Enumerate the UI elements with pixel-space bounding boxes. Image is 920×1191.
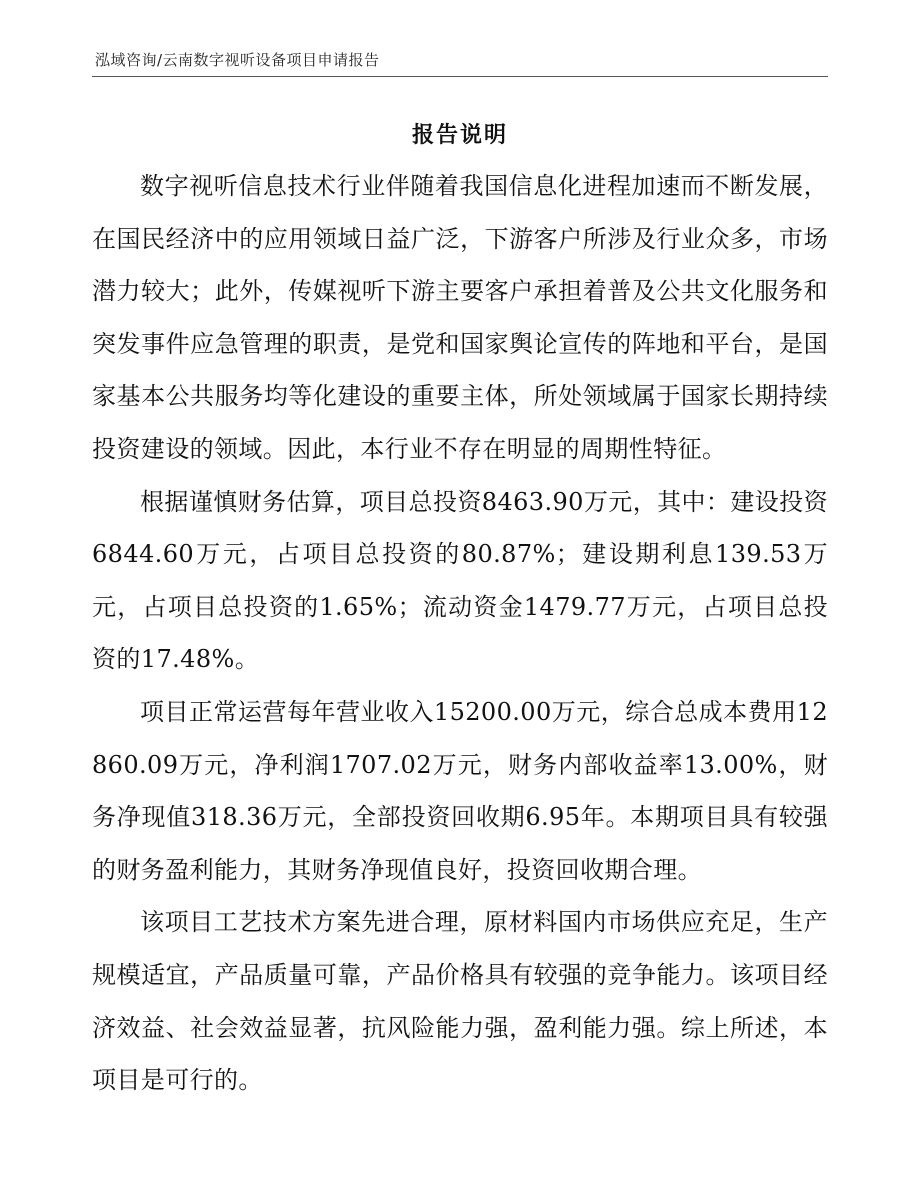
- report-body: [92, 160, 828, 1107]
- page-title: 报告说明: [411, 123, 508, 148]
- header-divider: [92, 76, 828, 77]
- paragraph-financial-returns: 项目正常运营每年营业收入15200.00万元，综合总成本费用12860.09万元，净利润1707.02万元，财务内部收益率13.00%，财务净现值318.36万元，全部投资回收期6.95年。本期项目具有较强的财务盈利能力，其财务净现值良好，投资回收期合理。: [92, 697, 828, 884]
- paragraph-feasibility-conclusion: 该项目工艺技术方案先进合理，原材料国内市场供应充足，生产规模适宜，产品质量可靠，产品价格具有较强的竞争能力。该项目经济效益、社会效益显著，抗风险能力强，盈利能力强。综上所述，本项目是可行的。: [92, 908, 828, 1095]
- running-header: 泓域咨询/云南数字视听设备项目申请报告: [95, 51, 380, 69]
- paragraph-investment-estimate: 根据谨慎财务估算，项目总投资8463.90万元，其中：建设投资6844.60万元，占项目总投资的80.87%；建设期利息139.53万元，占项目总投资的1.65%；流动资金1479.77万元，占项目总投资的17.48%。: [92, 487, 828, 674]
- paragraph-industry-overview: 数字视听信息技术行业伴随着我国信息化进程加速而不断发展，在国民经济中的应用领域日益广泛，下游客户所涉及行业众多，市场潜力较大；此外，传媒视听下游主要客户承担着普及公共文化服务和突发事件应急管理的职责，是党和国家舆论宣传的阵地和平台，是国家基本公共服务均等化建设的重要主体，所处领域属于国家长期持续投资建设的领域。因此，本行业不存在明显的周期性特征。: [92, 172, 828, 463]
